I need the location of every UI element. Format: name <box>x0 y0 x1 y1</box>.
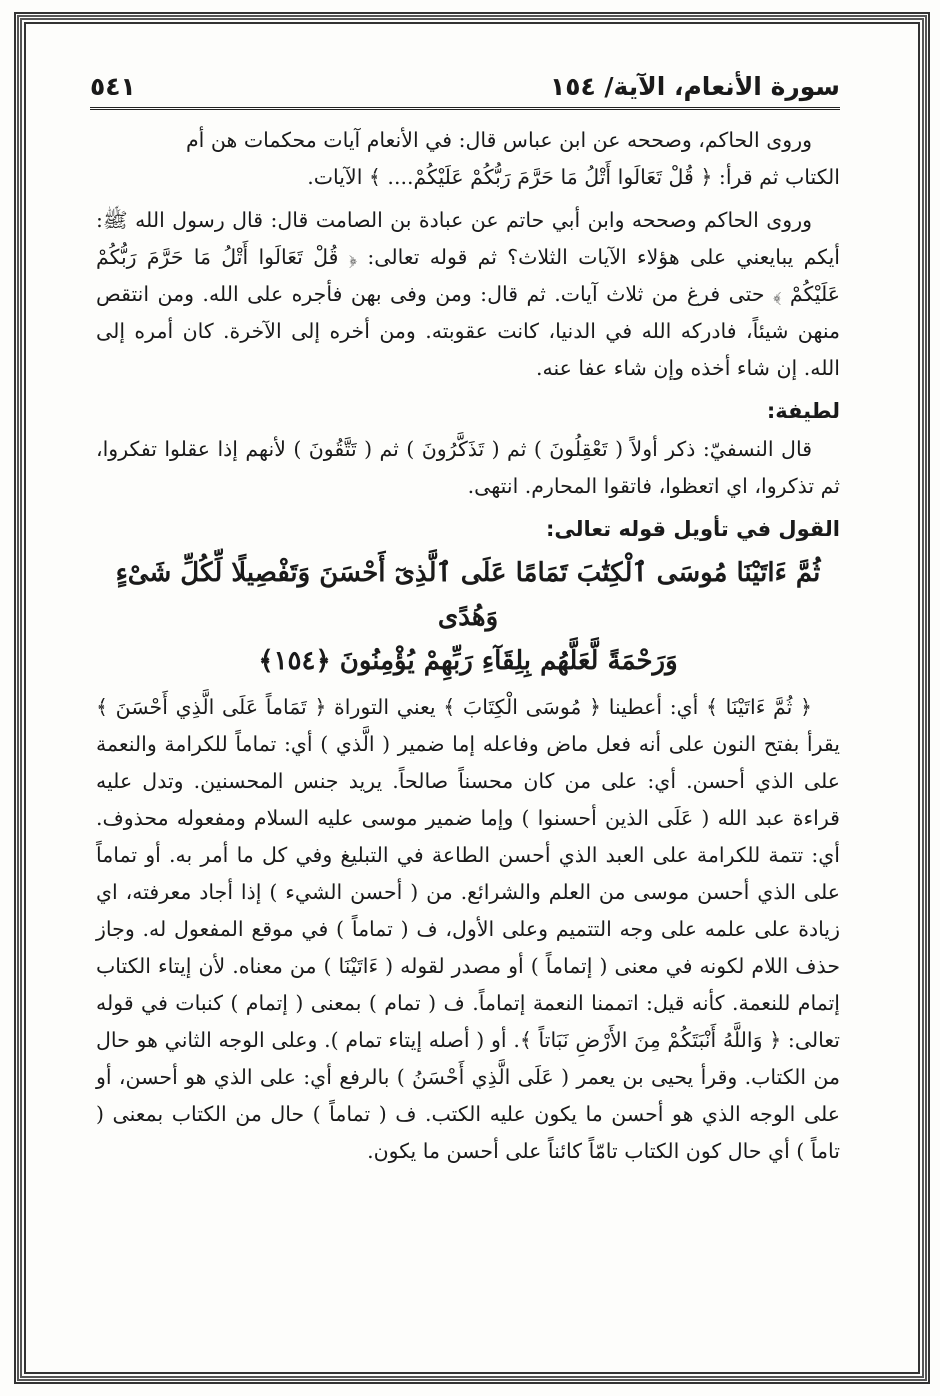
paragraph-tafsir: ﴿ ثُمَّ ءَاتَيْنَا ﴾ أي: أعطينا ﴿ مُوسَى الْكِتَابَ ﴾ يعني التوراة ﴿ تَمَاماً عَلَى الَّذِي أَحْسَنَ ﴾ يقرأ بفتح النون على أنه فعل ماض وفاعله إما ضمير ( الَّذي ) أي: تماماً للكرامة والنعمة على الذي أحسن. أي: على من كان محسناً صالحاً. يريد جنس المحسنين. وتدل عليه قراءة عبد الله ( عَلَى الذين أحسنوا ) وإما ضمير موسى عليه السلام ومفعوله محذوف. أي: تتمة للكرامة على العبد الذي أحسن الطاعة في التبليغ وفي كل ما أمر به. أو تماماً على الذي أحسن موسى من العلم والشرائع. من ( أحسن الشيء ) إذا أجاد معرفته، اي زيادة على علمه على وجه التتميم وعلى الأول، ف ( تماماً ) في موقع المفعول له. وجاز حذف اللام لكونه في معنى ( إتماماً ) أو مصدر لقوله ( ءَاتَيْنَا ) من معناه. لأن إيتاء الكتاب إتمام للنعمة. كأنه قيل: اتممنا النعمة إتماماً. ف ( تمام ) بمعنى ( إتمام ) كنبات في قوله تعالى: ﴿ وَاللَّهُ أَنْبَتَكُمْ مِنَ الأَرْضِ نَبَاتاً ﴾. أو ( أصله إيتاء تمام ). وعلى الوجه الثاني هو حال من الكتاب. وقرأ يحيى بن يعمر ( عَلَى الَّذِي أَحْسَنُ ) بالرفع أي: على الذي هو أحسن، أو على الوجه الذي هو أحسن ما يكون عليه الكتب. ف ( تماماً ) حال من الكتاب بمعنى ( تاماً ) أي حال كون الكتاب تامّاً كائناً على أحسن ما يكون. <box>96 695 840 1163</box>
paragraph-ubada-hadith: وروى الحاكم وصححه وابن أبي حاتم عن عبادة بن الصامت قال: قال رسول الله ﷺ: أيكم يبايعني على هؤلاء الآيات الثلاث؟ ثم قوله تعالى: ﴿ قُلْ تَعَالَوا أَتْلُ مَا حَرَّمَ رَبُّكُمْ عَلَيْكُمْ ﴾ حتى فرغ من ثلاث آيات. ثم قال: ومن وفى بهن فأجره على الله. ومن انتقص منهن شيئاً، فادركه الله في الدنيا، كانت عقوبته. ومن أخره إلى الآخرة. كان أمره إلى الله. إن شاء أخذه وإن شاء عفا عنه. <box>96 208 840 380</box>
page-number: ٥٤١ <box>90 72 136 101</box>
paragraph-line: الكتاب ثم قرأ: ﴿ قُلْ تَعَالَوا أَتْلُ مَا حَرَّمَ رَبُّكُمْ عَلَيْكُمْ.... ﴾ الآيات. <box>307 165 840 189</box>
quran-verse-154 <box>96 551 840 683</box>
surah-verse-title: سورة الأنعام، الآية/ ١٥٤ <box>549 72 840 101</box>
heading-latifa: لطيفة: <box>766 399 840 423</box>
verse-line: ثُمَّ ءَاتَيْنَا مُوسَى ٱلْكِتَٰبَ تَمَامًا عَلَى ٱلَّذِىٓ أَحْسَنَ وَتَفْصِيلًا لِّكُلِّ شَىْءٍ وَهُدًى <box>115 558 821 632</box>
paragraph-nasafi: قال النسفيّ: ذكر أولاً ( تَعْقِلُونَ ) ثم ( تَذَكَّرُونَ ) ثم ( تَتَّقُونَ ) لأنهم إذا عقلوا تفكروا، ثم تذكروا، اي اتعظوا، فاتقوا المحارم. انتهى. <box>96 437 840 498</box>
page-body <box>96 122 840 1336</box>
paragraph-line: وروى الحاكم، وصححه عن ابن عباس قال: في الأنعام آيات محكمات هن أم <box>185 128 812 152</box>
verse-line: وَرَحْمَةً لَّعَلَّهُم بِلِقَآءِ رَبِّهِمْ يُؤْمِنُونَ ﴿١٥٤﴾ <box>258 646 678 676</box>
heading-tawil: القول في تأويل قوله تعالى: <box>546 517 840 541</box>
paragraph-hakim-ibn-abbas <box>96 122 840 196</box>
running-header <box>90 68 840 110</box>
